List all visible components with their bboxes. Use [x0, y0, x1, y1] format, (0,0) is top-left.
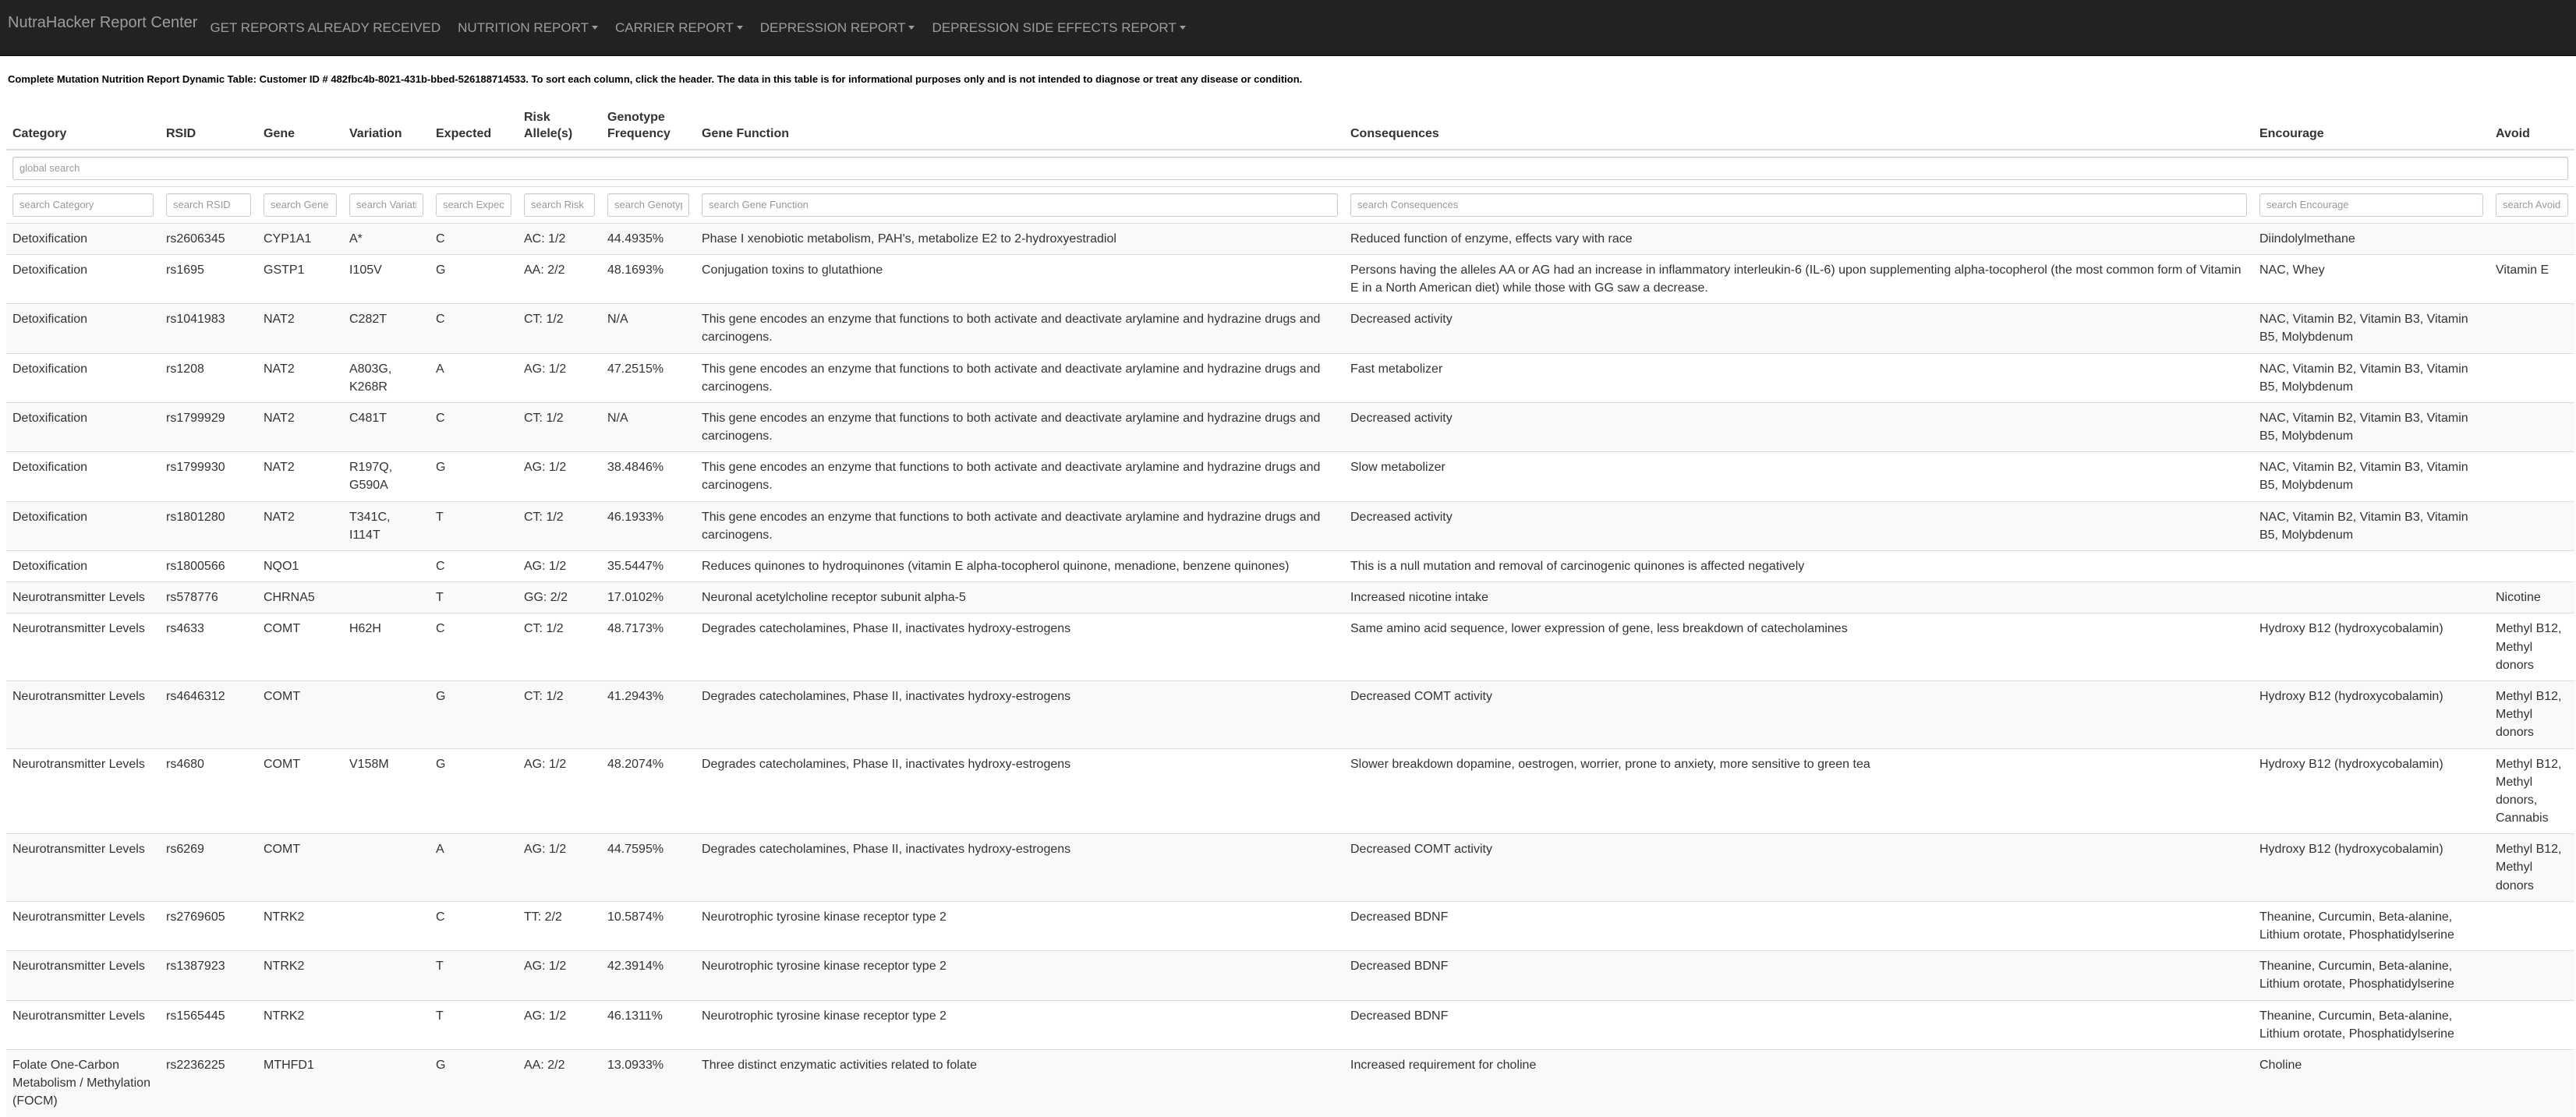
encourage-cell: NAC, Whey	[2253, 254, 2489, 303]
nav-depression-side-effects-report[interactable]	[932, 20, 1185, 36]
gene-function-cell: Reduces quinones to hydroquinones (vitamin E alpha-tocopherol quinone, menadione, benzene quinones)	[695, 551, 1344, 582]
avoid-cell	[2489, 901, 2574, 950]
encourage-cell: Hydroxy B12 (hydroxycobalamin)	[2253, 613, 2489, 681]
consequences-cell: Persons having the alleles AA or AG had an increase in inflammatory interleukin-6 (IL-6) upon supplementing alpha-tocopherol (the most common form of Vitamin E in a North American diet) while those with GG saw a decrease.	[1344, 254, 2253, 303]
column-header-variation[interactable]: Variation	[343, 104, 430, 150]
consequences-cell: Decreased activity	[1344, 304, 2253, 353]
expected-cell: G	[430, 452, 518, 501]
search-cell	[695, 186, 1344, 223]
expected-cell: T	[430, 582, 518, 613]
category-cell: Detoxification	[6, 452, 160, 501]
risk-allele-cell: CT: 1/2	[518, 501, 601, 550]
variation-cell	[343, 1000, 430, 1049]
search-expected-input[interactable]	[436, 193, 511, 217]
category-cell: Detoxification	[6, 501, 160, 550]
variation-cell: T341C, I114T	[343, 501, 430, 550]
report-table-wrapper	[6, 104, 2576, 1117]
column-search-row	[6, 186, 2574, 223]
expected-cell: C	[430, 901, 518, 950]
consequences-cell: This is a null mutation and removal of carcinogenic quinones is affected negatively	[1344, 551, 2253, 582]
encourage-cell: Hydroxy B12 (hydroxycobalamin)	[2253, 834, 2489, 902]
expected-cell: T	[430, 1000, 518, 1049]
nav-nutrition-report[interactable]	[458, 20, 598, 36]
gene-function-cell: This gene encodes an enzyme that functions to both activate and deactivate arylamine and hydrazine drugs and carcinogens.	[695, 304, 1344, 353]
encourage-cell: Theanine, Curcumin, Beta-alanine, Lithium orotate, Phosphatidylserine	[2253, 951, 2489, 1000]
rsid-cell: rs1208	[160, 353, 257, 402]
nav-label: NUTRITION REPORT	[458, 19, 589, 35]
search-category-input[interactable]	[12, 193, 154, 217]
avoid-cell	[2489, 1000, 2574, 1049]
gene-cell: COMT	[257, 680, 343, 748]
expected-cell: G	[430, 680, 518, 748]
top-navbar	[0, 0, 2576, 56]
risk-allele-cell: AG: 1/2	[518, 748, 601, 834]
consequences-cell: Increased nicotine intake	[1344, 582, 2253, 613]
caret-down-icon	[908, 26, 915, 30]
table-row	[6, 223, 2574, 254]
consequences-cell: Same amino acid sequence, lower expression of gene, less breakdown of catecholamines	[1344, 613, 2253, 681]
column-header-risk-alleles[interactable]: Risk Allele(s)	[518, 104, 601, 150]
rsid-cell: rs1041983	[160, 304, 257, 353]
report-intro: Complete Mutation Nutrition Report Dynamic Table: Customer ID # 482fbc4b-8021-431b-bbed-526188714533. To sort each column, click the header. The data in this table is for informational purposes only and is not intended to diagnose or treat any disease or condition.	[8, 73, 1303, 85]
encourage-cell: Diindolylmethane	[2253, 223, 2489, 254]
rsid-cell: rs1565445	[160, 1000, 257, 1049]
search-risk-input[interactable]	[524, 193, 595, 217]
genotype-frequency-cell: 38.4846%	[601, 452, 695, 501]
genotype-frequency-cell: 44.4935%	[601, 223, 695, 254]
variation-cell: A*	[343, 223, 430, 254]
genotype-frequency-cell: 47.2515%	[601, 353, 695, 402]
rsid-cell: rs4633	[160, 613, 257, 681]
category-cell: Detoxification	[6, 254, 160, 303]
rsid-cell: rs1695	[160, 254, 257, 303]
rsid-cell: rs1799929	[160, 402, 257, 451]
column-header-encourage[interactable]: Encourage	[2253, 104, 2489, 150]
risk-allele-cell: AC: 1/2	[518, 223, 601, 254]
search-cell	[518, 186, 601, 223]
risk-allele-cell: GG: 2/2	[518, 582, 601, 613]
consequences-cell: Decreased COMT activity	[1344, 680, 2253, 748]
encourage-cell: Theanine, Curcumin, Beta-alanine, Lithium orotate, Phosphatidylserine	[2253, 1000, 2489, 1049]
table-row	[6, 901, 2574, 950]
table-row	[6, 452, 2574, 501]
rsid-cell: rs6269	[160, 834, 257, 902]
search-cell	[343, 186, 430, 223]
rsid-cell: rs2769605	[160, 901, 257, 950]
nav-depression-report[interactable]	[760, 20, 915, 36]
rsid-cell: rs578776	[160, 582, 257, 613]
search-cell	[160, 186, 257, 223]
table-row	[6, 582, 2574, 613]
gene-function-cell: Degrades catecholamines, Phase II, inactivates hydroxy-estrogens	[695, 613, 1344, 681]
risk-allele-cell: CT: 1/2	[518, 402, 601, 451]
table-row	[6, 834, 2574, 902]
variation-cell	[343, 680, 430, 748]
encourage-cell: Choline	[2253, 1049, 2489, 1116]
risk-allele-cell: AG: 1/2	[518, 1000, 601, 1049]
nav-carrier-report[interactable]	[615, 20, 743, 36]
nav-get-reports[interactable]	[210, 20, 441, 36]
encourage-cell	[2253, 551, 2489, 582]
gene-cell: COMT	[257, 613, 343, 681]
gene-function-cell: This gene encodes an enzyme that functions to both activate and deactivate arylamine and hydrazine drugs and carcinogens.	[695, 501, 1344, 550]
rsid-cell: rs2236225	[160, 1049, 257, 1116]
variation-cell: C282T	[343, 304, 430, 353]
category-cell: Neurotransmitter Levels	[6, 582, 160, 613]
variation-cell	[343, 834, 430, 902]
genotype-frequency-cell: 42.3914%	[601, 951, 695, 1000]
nav-label: DEPRESSION SIDE EFFECTS REPORT	[932, 19, 1177, 35]
gene-cell: NAT2	[257, 304, 343, 353]
table-row	[6, 501, 2574, 550]
gene-function-cell: Three distinct enzymatic activities related to folate	[695, 1049, 1344, 1116]
avoid-cell	[2489, 452, 2574, 501]
column-header-genotype-frequency[interactable]: Genotype Frequency	[601, 104, 695, 150]
genotype-frequency-cell: 17.0102%	[601, 582, 695, 613]
avoid-cell	[2489, 402, 2574, 451]
table-row	[6, 748, 2574, 834]
gene-function-cell: This gene encodes an enzyme that functions to both activate and deactivate arylamine and hydrazine drugs and carcinogens.	[695, 402, 1344, 451]
expected-cell: C	[430, 402, 518, 451]
consequences-cell: Slower breakdown dopamine, oestrogen, worrier, prone to anxiety, more sensitive to green tea	[1344, 748, 2253, 834]
search-cell	[2253, 186, 2489, 223]
avoid-cell: Methyl B12, Methyl donors, Cannabis	[2489, 748, 2574, 834]
expected-cell: A	[430, 353, 518, 402]
variation-cell: C481T	[343, 402, 430, 451]
category-cell: Neurotransmitter Levels	[6, 901, 160, 950]
category-cell: Neurotransmitter Levels	[6, 834, 160, 902]
search-gene-function-input[interactable]	[702, 193, 1338, 217]
encourage-cell: NAC, Vitamin B2, Vitamin B3, Vitamin B5, Molybdenum	[2253, 501, 2489, 550]
gene-function-cell: This gene encodes an enzyme that functions to both activate and deactivate arylamine and hydrazine drugs and carcinogens.	[695, 452, 1344, 501]
genotype-frequency-cell: 13.0933%	[601, 1049, 695, 1116]
expected-cell: G	[430, 748, 518, 834]
rsid-cell: rs4680	[160, 748, 257, 834]
table-row	[6, 613, 2574, 681]
expected-cell: C	[430, 551, 518, 582]
risk-allele-cell: CT: 1/2	[518, 613, 601, 681]
expected-cell: T	[430, 951, 518, 1000]
category-cell: Neurotransmitter Levels	[6, 951, 160, 1000]
column-header-category[interactable]: Category	[6, 104, 160, 150]
nav-label: CARRIER REPORT	[614, 19, 734, 35]
genotype-frequency-cell: 44.7595%	[601, 834, 695, 902]
encourage-cell: NAC, Vitamin B2, Vitamin B3, Vitamin B5, Molybdenum	[2253, 452, 2489, 501]
gene-cell: NAT2	[257, 452, 343, 501]
expected-cell: A	[430, 834, 518, 902]
gene-function-cell: Neuronal acetylcholine receptor subunit alpha-5	[695, 582, 1344, 613]
global-search-cell	[6, 150, 2574, 187]
category-cell: Detoxification	[6, 353, 160, 402]
caret-down-icon	[592, 26, 598, 30]
avoid-cell	[2489, 501, 2574, 550]
nav-label: DEPRESSION REPORT	[759, 19, 906, 35]
nav-label: GET REPORTS ALREADY RECEIVED	[210, 19, 441, 35]
variation-cell: I105V	[343, 254, 430, 303]
table-row	[6, 1000, 2574, 1049]
category-cell: Neurotransmitter Levels	[6, 748, 160, 834]
gene-function-cell: Degrades catecholamines, Phase II, inactivates hydroxy-estrogens	[695, 680, 1344, 748]
column-header-avoid[interactable]: Avoid	[2489, 104, 2574, 150]
encourage-cell: NAC, Vitamin B2, Vitamin B3, Vitamin B5, Molybdenum	[2253, 304, 2489, 353]
table-row	[6, 353, 2574, 402]
gene-cell: NAT2	[257, 402, 343, 451]
gene-function-cell: Neurotrophic tyrosine kinase receptor type 2	[695, 951, 1344, 1000]
brand-link[interactable]: NutraHacker Report Center	[8, 14, 198, 31]
variation-cell: H62H	[343, 613, 430, 681]
risk-allele-cell: CT: 1/2	[518, 680, 601, 748]
table-row	[6, 951, 2574, 1000]
consequences-cell: Decreased activity	[1344, 501, 2253, 550]
search-cell	[1344, 186, 2253, 223]
rsid-cell: rs1801280	[160, 501, 257, 550]
expected-cell: C	[430, 613, 518, 681]
category-cell: Folate One-Carbon Metabolism / Methylation (FOCM)	[6, 1049, 160, 1116]
header-row	[6, 104, 2574, 150]
gene-cell: GSTP1	[257, 254, 343, 303]
genotype-frequency-cell: 48.1693%	[601, 254, 695, 303]
gene-cell: CYP1A1	[257, 223, 343, 254]
category-cell: Detoxification	[6, 223, 160, 254]
global-search-input[interactable]	[12, 157, 2568, 180]
search-rsid-input[interactable]	[166, 193, 251, 217]
caret-down-icon	[1180, 26, 1186, 30]
encourage-cell	[2253, 582, 2489, 613]
avoid-cell	[2489, 951, 2574, 1000]
search-avoid-input[interactable]	[2496, 193, 2568, 217]
genotype-frequency-cell: 48.2074%	[601, 748, 695, 834]
avoid-cell	[2489, 353, 2574, 402]
gene-cell: NAT2	[257, 353, 343, 402]
search-cell	[2489, 186, 2574, 223]
genotype-frequency-cell: 48.7173%	[601, 613, 695, 681]
expected-cell: G	[430, 1049, 518, 1116]
rsid-cell: rs4646312	[160, 680, 257, 748]
category-cell: Neurotransmitter Levels	[6, 613, 160, 681]
variation-cell	[343, 582, 430, 613]
table-row	[6, 304, 2574, 353]
variation-cell: R197Q, G590A	[343, 452, 430, 501]
risk-allele-cell: AA: 2/2	[518, 254, 601, 303]
search-encourage-input[interactable]	[2259, 193, 2483, 217]
gene-function-cell: This gene encodes an enzyme that functions to both activate and deactivate arylamine and hydrazine drugs and carcinogens.	[695, 353, 1344, 402]
gene-function-cell: Neurotrophic tyrosine kinase receptor type 2	[695, 901, 1344, 950]
genotype-frequency-cell: 10.5874%	[601, 901, 695, 950]
column-header-gene[interactable]: Gene	[257, 104, 343, 150]
risk-allele-cell: CT: 1/2	[518, 304, 601, 353]
category-cell: Neurotransmitter Levels	[6, 1000, 160, 1049]
encourage-cell: Hydroxy B12 (hydroxycobalamin)	[2253, 680, 2489, 748]
rsid-cell: rs2606345	[160, 223, 257, 254]
table-body	[6, 150, 2574, 1117]
expected-cell: T	[430, 501, 518, 550]
genotype-frequency-cell: 41.2943%	[601, 680, 695, 748]
consequences-cell: Increased requirement for choline	[1344, 1049, 2253, 1116]
encourage-cell: NAC, Vitamin B2, Vitamin B3, Vitamin B5, Molybdenum	[2253, 402, 2489, 451]
rsid-cell: rs1799930	[160, 452, 257, 501]
search-cell	[257, 186, 343, 223]
risk-allele-cell: AG: 1/2	[518, 551, 601, 582]
gene-function-cell: Conjugation toxins to glutathione	[695, 254, 1344, 303]
table-row	[6, 254, 2574, 303]
genotype-frequency-cell: 46.1311%	[601, 1000, 695, 1049]
consequences-cell: Decreased BDNF	[1344, 901, 2253, 950]
search-cell	[601, 186, 695, 223]
avoid-cell: Methyl B12, Methyl donors	[2489, 834, 2574, 902]
risk-allele-cell: AG: 1/2	[518, 834, 601, 902]
risk-allele-cell: AG: 1/2	[518, 353, 601, 402]
table-row	[6, 1049, 2574, 1116]
report-table	[6, 104, 2574, 1117]
category-cell: Detoxification	[6, 402, 160, 451]
column-header-gene-function[interactable]: Gene Function	[695, 104, 1344, 150]
global-search-row	[6, 150, 2574, 187]
gene-cell: NTRK2	[257, 1000, 343, 1049]
consequences-cell: Fast metabolizer	[1344, 353, 2253, 402]
search-gene-input[interactable]	[264, 193, 337, 217]
variation-cell	[343, 901, 430, 950]
avoid-cell	[2489, 551, 2574, 582]
variation-cell	[343, 1049, 430, 1116]
avoid-cell	[2489, 1049, 2574, 1116]
variation-cell: V158M	[343, 748, 430, 834]
avoid-cell	[2489, 304, 2574, 353]
risk-allele-cell: AG: 1/2	[518, 452, 601, 501]
encourage-cell: Theanine, Curcumin, Beta-alanine, Lithium orotate, Phosphatidylserine	[2253, 901, 2489, 950]
gene-cell: NQO1	[257, 551, 343, 582]
search-cell	[6, 186, 160, 223]
category-cell: Detoxification	[6, 304, 160, 353]
consequences-cell: Decreased activity	[1344, 402, 2253, 451]
gene-cell: NTRK2	[257, 901, 343, 950]
gene-function-cell: Degrades catecholamines, Phase II, inactivates hydroxy-estrogens	[695, 748, 1344, 834]
variation-cell	[343, 551, 430, 582]
category-cell: Detoxification	[6, 551, 160, 582]
genotype-frequency-cell: 46.1933%	[601, 501, 695, 550]
search-variation-input[interactable]	[349, 193, 423, 217]
variation-cell	[343, 951, 430, 1000]
encourage-cell: Hydroxy B12 (hydroxycobalamin)	[2253, 748, 2489, 834]
category-cell: Neurotransmitter Levels	[6, 680, 160, 748]
consequences-cell: Reduced function of enzyme, effects vary with race	[1344, 223, 2253, 254]
consequences-cell: Slow metabolizer	[1344, 452, 2253, 501]
avoid-cell	[2489, 223, 2574, 254]
genotype-frequency-cell: 35.5447%	[601, 551, 695, 582]
consequences-cell: Decreased BDNF	[1344, 1000, 2253, 1049]
avoid-cell: Nicotine	[2489, 582, 2574, 613]
gene-cell: COMT	[257, 748, 343, 834]
search-genotype-input[interactable]	[607, 193, 689, 217]
expected-cell: C	[430, 223, 518, 254]
column-header-expected[interactable]: Expected	[430, 104, 518, 150]
table-row	[6, 402, 2574, 451]
gene-cell: COMT	[257, 834, 343, 902]
rsid-cell: rs1387923	[160, 951, 257, 1000]
caret-down-icon	[737, 26, 743, 30]
gene-cell: CHRNA5	[257, 582, 343, 613]
rsid-cell: rs1800566	[160, 551, 257, 582]
avoid-cell: Methyl B12, Methyl donors	[2489, 680, 2574, 748]
risk-allele-cell: AG: 1/2	[518, 951, 601, 1000]
gene-cell: NTRK2	[257, 951, 343, 1000]
search-consequences-input[interactable]	[1350, 193, 2247, 217]
avoid-cell: Vitamin E	[2489, 254, 2574, 303]
search-cell	[430, 186, 518, 223]
encourage-cell: NAC, Vitamin B2, Vitamin B3, Vitamin B5, Molybdenum	[2253, 353, 2489, 402]
consequences-cell: Decreased COMT activity	[1344, 834, 2253, 902]
genotype-frequency-cell: N/A	[601, 304, 695, 353]
risk-allele-cell: AA: 2/2	[518, 1049, 601, 1116]
column-header-rsid[interactable]: RSID	[160, 104, 257, 150]
expected-cell: G	[430, 254, 518, 303]
risk-allele-cell: TT: 2/2	[518, 901, 601, 950]
genotype-frequency-cell: N/A	[601, 402, 695, 451]
gene-function-cell: Degrades catecholamines, Phase II, inactivates hydroxy-estrogens	[695, 834, 1344, 902]
gene-cell: NAT2	[257, 501, 343, 550]
column-header-consequences[interactable]: Consequences	[1344, 104, 2253, 150]
gene-cell: MTHFD1	[257, 1049, 343, 1116]
avoid-cell: Methyl B12, Methyl donors	[2489, 613, 2574, 681]
variation-cell: A803G, K268R	[343, 353, 430, 402]
expected-cell: C	[430, 304, 518, 353]
consequences-cell: Decreased BDNF	[1344, 951, 2253, 1000]
gene-function-cell: Neurotrophic tyrosine kinase receptor type 2	[695, 1000, 1344, 1049]
table-row	[6, 680, 2574, 748]
table-row	[6, 551, 2574, 582]
gene-function-cell: Phase I xenobiotic metabolism, PAH's, metabolize E2 to 2-hydroxyestradiol	[695, 223, 1344, 254]
